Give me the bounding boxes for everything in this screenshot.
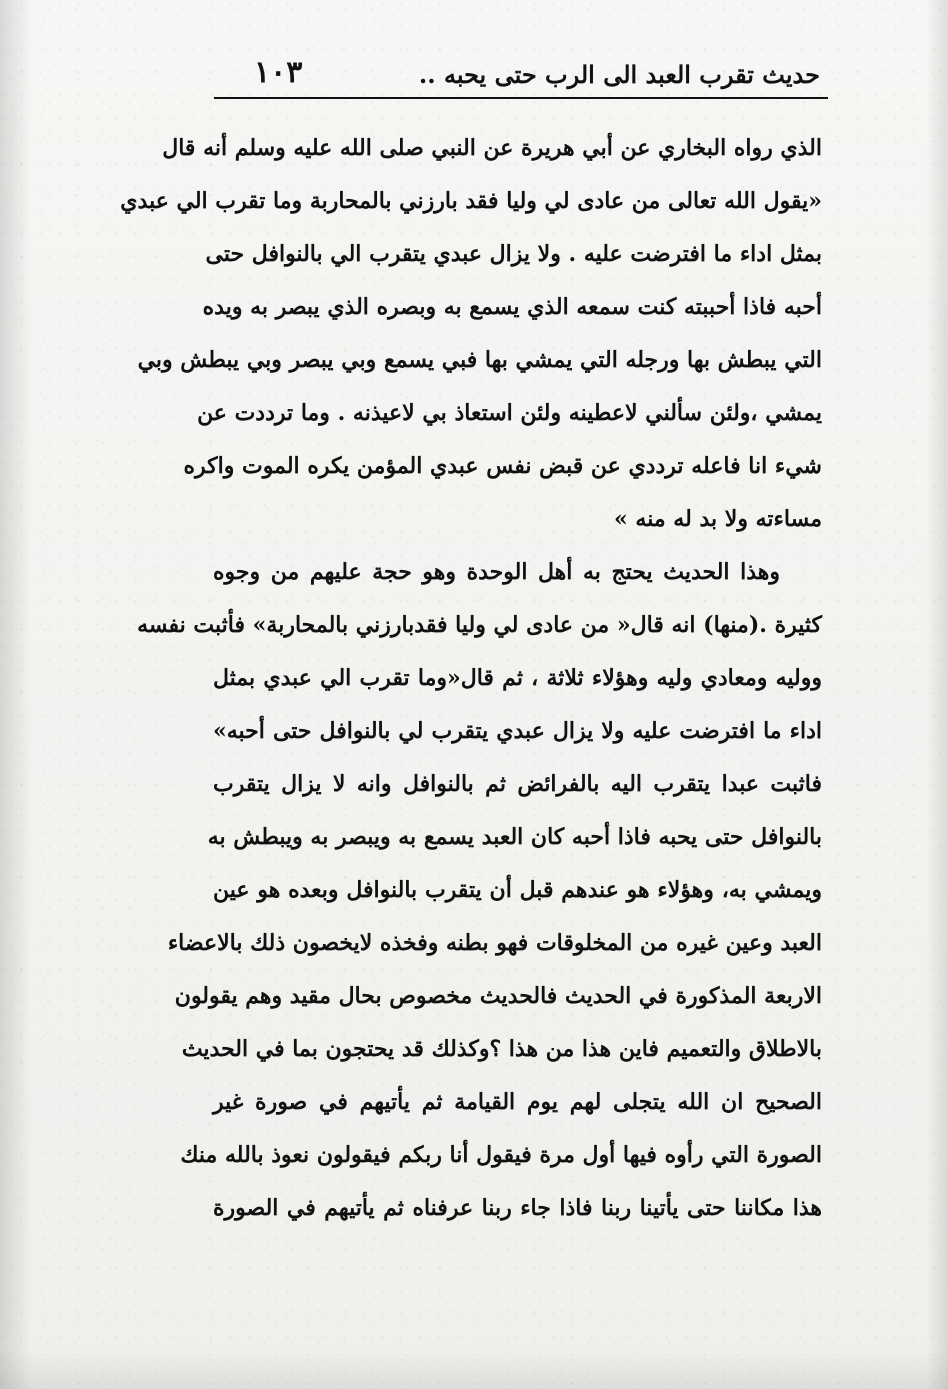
text-line: ويمشي به، وهؤلاء هو عندهم قبل أن يتقرب بالنوافل وبعده هو عين bbox=[213, 877, 822, 903]
body-text bbox=[120, 122, 822, 1242]
text-line: أحبه فاذا أحببته كنت سمعه الذي يسمع به وبصره الذي يبصر به ويده bbox=[202, 294, 822, 320]
text-line: الصحيح ان الله يتجلى لهم يوم القيامة ثم يأتيهم في صورة غير bbox=[213, 1089, 822, 1115]
text-line: الصورة التي رأوه فيها أول مرة فيقول أنا ربكم فيقولون نعوذ بالله منك bbox=[180, 1142, 822, 1168]
text-line: «يقول الله تعالى من عادى لي وليا فقد بارزني بالمحاربة وما تقرب الي عبدي bbox=[120, 188, 822, 214]
text-line: التي يبطش بها ورجله التي يمشي بها فبي يسمع وبي يبصر وبي يبطش وبي bbox=[137, 347, 822, 373]
paragraph-start-line: وهذا الحديث يحتج به أهل الوحدة وهو حجة عليهم من وجوه bbox=[213, 559, 780, 585]
text-line: بمثل اداء ما افترضت عليه . ولا يزال عبدي يتقرب الي بالنوافل حتى bbox=[205, 241, 822, 267]
text-line: اداء ما افترضت عليه ولا يزال عبدي يتقرب لي بالنوافل حتى أحبه» bbox=[213, 718, 822, 744]
right-page-shadow bbox=[926, 0, 948, 1389]
text-line: بالاطلاق والتعميم فاين هذا من هذا ؟وكذلك قد يحتجون بما في الحديث bbox=[181, 1036, 822, 1062]
text-line: شيء انا فاعله ترددي عن قبض نفس عبدي المؤمن يكره الموت واكره bbox=[183, 453, 822, 479]
bottom-page-shadow bbox=[0, 1349, 948, 1389]
text-line: مساءته ولا بد له منه » bbox=[614, 506, 822, 532]
page-header bbox=[220, 52, 820, 96]
header-rule bbox=[214, 97, 828, 99]
text-line: كثيرة .(منها) انه قال« من عادى لي وليا فقدبارزني بالمحاربة» فأثبت نفسه bbox=[137, 612, 822, 638]
left-page-shadow bbox=[0, 0, 32, 1389]
text-line: العبد وعين غيره من المخلوقات فهو بطنه وفخذه لايخصون ذلك بالاعضاء bbox=[167, 930, 822, 956]
text-line: الذي رواه البخاري عن أبي هريرة عن النبي صلى الله عليه وسلم أنه قال bbox=[162, 135, 822, 161]
text-line: فاثبت عبدا يتقرب اليه بالفرائض ثم بالنوافل وانه لا يزال يتقرب bbox=[213, 771, 822, 797]
running-title: حديث تقرب العبد الى الرب حتى يحبه .. bbox=[418, 60, 820, 89]
text-line: الاربعة المذكورة في الحديث فالحديث مخصوص بحال مقيد وهم يقولون bbox=[174, 983, 822, 1009]
text-line: هذا مكاننا حتى يأتينا ربنا فاذا جاء ربنا عرفناه ثم يأتيهم في الصورة bbox=[213, 1195, 822, 1221]
text-line: ووليه ومعادي وليه وهؤلاء ثلاثة ، ثم قال«وما تقرب الي عبدي بمثل bbox=[213, 665, 822, 691]
page-number: ١٠٣ bbox=[254, 55, 303, 90]
text-line: يمشي ،ولئن سألني لاعطينه ولئن استعاذ بي لاعيذنه . وما ترددت عن bbox=[197, 400, 822, 426]
text-line: بالنوافل حتى يحبه فاذا أحبه كان العبد يسمع به ويبصر به ويبطش به bbox=[207, 824, 822, 850]
